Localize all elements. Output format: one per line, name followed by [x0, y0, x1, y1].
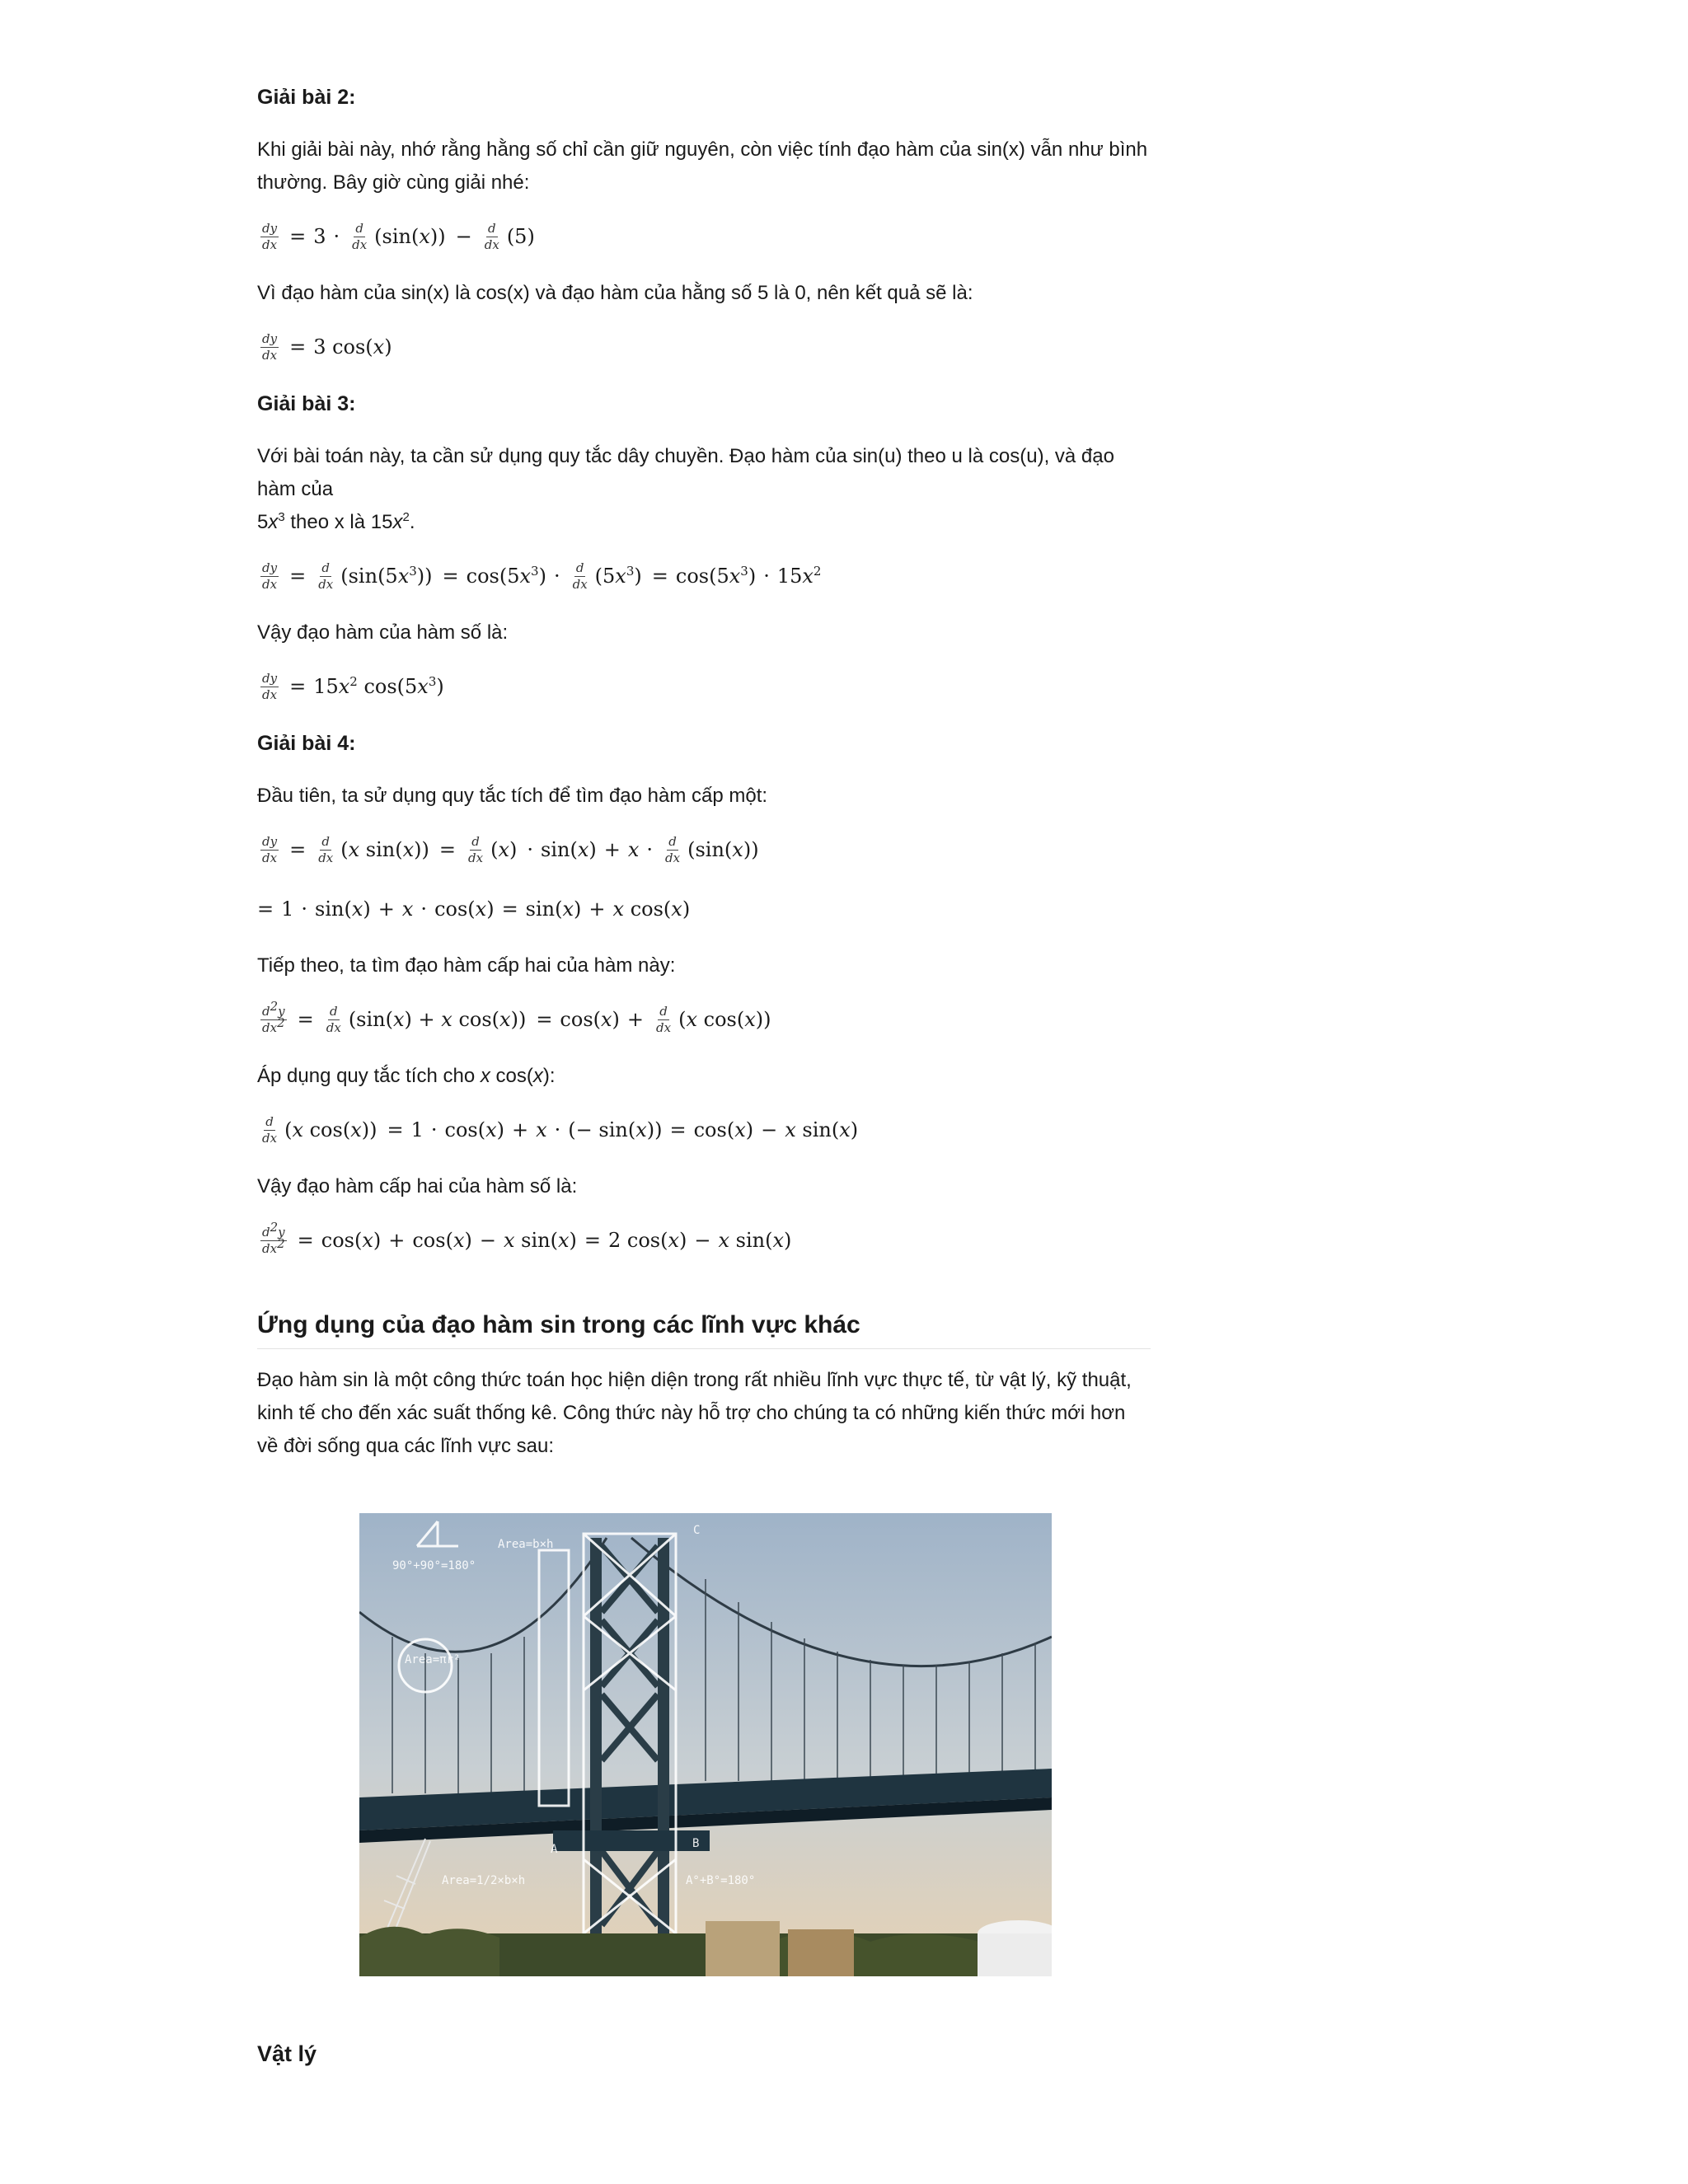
physics-heading: Vật lý — [257, 2041, 317, 2066]
equation: $\frac{dy}{dx}$ = 3 · $\frac{d}{dx}$ (sin(x)) − $\frac{d}{dx}$ (5) — [262, 220, 535, 252]
solution-2-intro: Khi giải bài này, nhớ rằng hằng số chỉ cần giữ nguyên, còn việc tính đạo hàm của sin(x) vẫn như bình thường. Bây giờ cùng giải nhé: — [257, 138, 1148, 194]
solution-2-title: Giải bài 2: — [257, 86, 356, 109]
chalk-note: Area=b×h — [498, 1538, 554, 1551]
solution-4-mid1: Tiếp theo, ta tìm đạo hàm cấp hai của hàm này: — [257, 954, 676, 977]
equation: $\frac{dy}{dx}$ = 3 cos(x) — [262, 330, 392, 363]
solution-4-title: Giải bài 4: — [257, 732, 356, 755]
solution-3-title: Giải bài 3: — [257, 392, 356, 415]
article-body — [257, 81, 1151, 1481]
solution-3-intro: Với bài toán này, ta cần sử dụng quy tắc dây chuyền. Đạo hàm của sin(u) theo u là cos(u), và đạo hàm của $5x^3$ theo x là $15x^2$. — [257, 445, 1114, 533]
chalk-note: 90°+90°=180° — [392, 1559, 476, 1572]
equation: $\frac{d^2y}{dx^2}$ = $\frac{d}{dx}$ (sin(x) + x cos(x)) = cos(x) + $\frac{d}{dx}$ (x cos(x)) — [262, 998, 771, 1035]
chalk-note: A — [551, 1843, 558, 1856]
solution-4-mid3: Vậy đạo hàm cấp hai của hàm số là: — [257, 1175, 578, 1197]
chalk-note: A°+B°=180° — [686, 1874, 756, 1887]
section-body: Đạo hàm sin là một công thức toán học hiện diện trong rất nhiều lĩnh vực thực tế, từ vật lý, kỹ thuật, kinh tế cho đến xác suất thống kê. Công thức này hỗ trợ cho chúng ta có những kiến thức mới hơn về đời sống qua các lĩnh vực sau: — [257, 1369, 1132, 1457]
solution-4-mid2: Áp dụng quy tắc tích cho x cos(x): — [257, 1065, 556, 1087]
equation: $\frac{dy}{dx}$ = $\frac{d}{dx}$ $(\sin(5x^3))$ = $\cos(5x^3)$ · $\frac{d}{dx}$ $(5x^3)$ = $\cos(5x^3)$ · $15x^2$ — [262, 560, 822, 592]
solution-3-mid: Vậy đạo hàm của hàm số là: — [257, 621, 509, 644]
chalk-note: Area=1/2×b×h — [442, 1874, 526, 1887]
equation: $\frac{d}{dx}$ (x cos(x)) = 1 · cos(x) + x · (− sin(x)) = cos(x) − x sin(x) — [262, 1113, 859, 1146]
equation: = 1 · sin(x) + x · cos(x) = sin(x) + x cos(x) — [257, 898, 691, 921]
solution-4-intro: Đầu tiên, ta sử dụng quy tắc tích để tìm đạo hàm cấp một: — [257, 785, 768, 807]
chalk-note: Area=πr² — [405, 1653, 461, 1666]
equation: $\frac{dy}{dx}$ = $15x^2$ $\cos(5x^3)$ — [262, 670, 444, 702]
chalk-note: B — [692, 1837, 700, 1850]
bridge-photo — [359, 1513, 1052, 1976]
equation: $\frac{dy}{dx}$ = $\frac{d}{dx}$ (x sin(x)) = $\frac{d}{dx}$ (x) · sin(x) + x · $\frac{d}{dx}$ (sin(x)) — [262, 833, 759, 865]
equation: $\frac{d^2y}{dx^2}$ = cos(x) + cos(x) − x sin(x) = 2 cos(x) − x sin(x) — [262, 1219, 792, 1256]
chalk-note: C — [693, 1524, 701, 1537]
section-heading: Ứng dụng của đạo hàm sin trong các lĩnh vực khác — [257, 1307, 1151, 1349]
solution-2-mid: Vì đạo hàm của sin(x) là cos(x) và đạo hàm của hằng số 5 là 0, nên kết quả sẽ là: — [257, 282, 973, 304]
